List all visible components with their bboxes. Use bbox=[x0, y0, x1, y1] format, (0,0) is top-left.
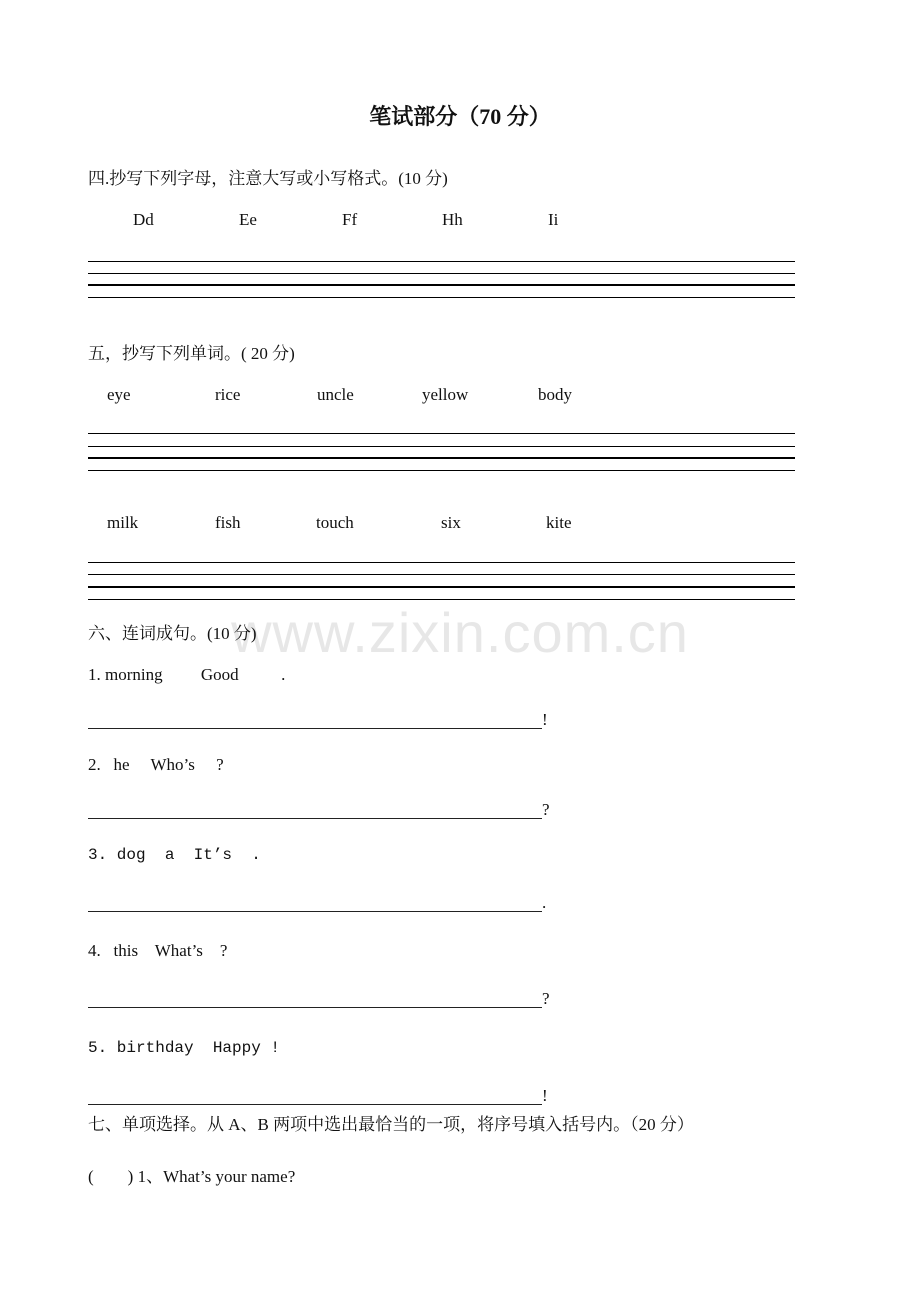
page-title: 笔试部分（70 分） bbox=[369, 104, 551, 129]
question-words: 3. dog a It’s . bbox=[88, 846, 261, 864]
writing-line bbox=[88, 457, 795, 459]
question-1: ( ) 1、What’s your name? bbox=[88, 1167, 296, 1186]
writing-line bbox=[88, 470, 795, 471]
question-words: 5. birthday Happy ! bbox=[88, 1039, 281, 1057]
end-punctuation: ? bbox=[542, 800, 550, 819]
word-item: eye bbox=[107, 385, 131, 404]
letter-item: Ff bbox=[342, 210, 358, 229]
writing-line bbox=[88, 284, 795, 286]
writing-line bbox=[88, 261, 795, 262]
word-item: milk bbox=[107, 513, 139, 532]
answer-line[interactable] bbox=[88, 728, 542, 729]
end-punctuation: ! bbox=[542, 710, 548, 729]
end-punctuation: ! bbox=[542, 1086, 548, 1105]
question-words: 4. this What’s ? bbox=[88, 941, 228, 960]
section-5-heading: 五，抄写下列单词。( 20 分) bbox=[88, 344, 295, 363]
writing-line bbox=[88, 586, 795, 588]
letter-item: Dd bbox=[133, 210, 154, 229]
end-punctuation: . bbox=[542, 893, 547, 912]
word-item: touch bbox=[316, 513, 354, 532]
watermark: www.zixin.com.cn bbox=[231, 601, 689, 664]
section-6-heading: 六、连词成句。(10 分) bbox=[88, 624, 257, 643]
answer-line[interactable] bbox=[88, 1104, 542, 1105]
writing-line bbox=[88, 574, 795, 575]
end-punctuation: ? bbox=[542, 989, 550, 1008]
word-item: uncle bbox=[317, 385, 354, 404]
letter-item: Ii bbox=[548, 210, 559, 229]
word-item: yellow bbox=[422, 385, 469, 404]
word-item: fish bbox=[215, 513, 241, 532]
section-4-heading: 四.抄写下列字母，注意大写或小写格式。(10 分) bbox=[88, 169, 448, 188]
writing-line bbox=[88, 297, 795, 298]
answer-line[interactable] bbox=[88, 911, 542, 912]
question-words: 2. he Who’s ? bbox=[88, 755, 224, 774]
letter-item: Hh bbox=[442, 210, 463, 229]
section-7-heading: 七、单项选择。从 A、B 两项中选出最恰当的一项，将序号填入括号内。（20 分） bbox=[88, 1115, 694, 1134]
answer-line[interactable] bbox=[88, 818, 542, 819]
answer-line[interactable] bbox=[88, 1007, 542, 1008]
word-item: six bbox=[441, 513, 461, 532]
writing-line bbox=[88, 273, 795, 274]
question-words: 1. morning Good . bbox=[88, 665, 286, 684]
word-item: kite bbox=[546, 513, 572, 532]
writing-line bbox=[88, 446, 795, 447]
writing-line bbox=[88, 433, 795, 434]
word-item: body bbox=[538, 385, 572, 404]
writing-line bbox=[88, 562, 795, 563]
word-item: rice bbox=[215, 385, 241, 404]
letter-item: Ee bbox=[239, 210, 257, 229]
